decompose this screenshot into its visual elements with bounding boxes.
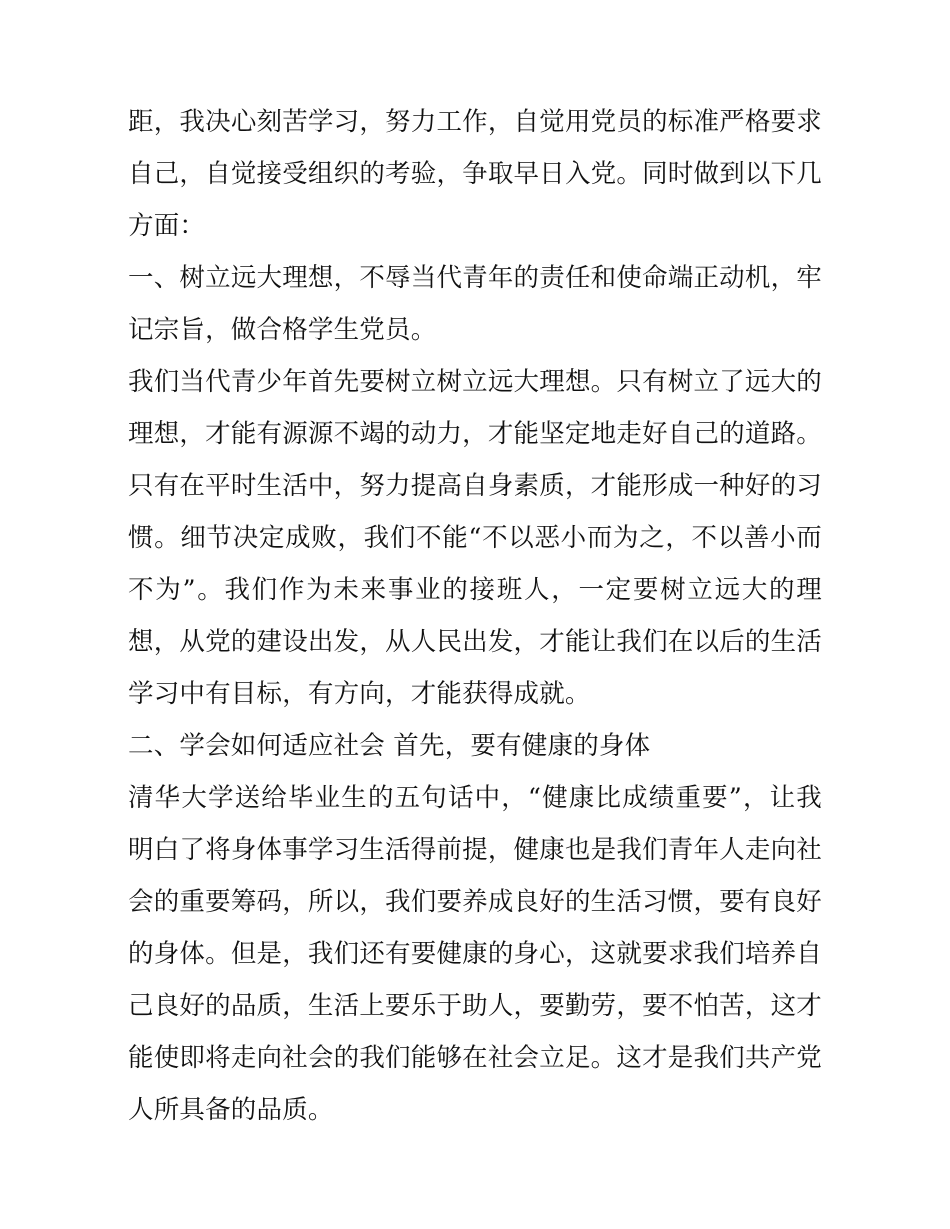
paragraph-4: 二、学会如何适应社会 首先，要有健康的身体 bbox=[128, 731, 651, 761]
document-body bbox=[128, 96, 822, 1136]
paragraph-1: 距，我决心刻苦学习，努力工作，自觉用党员的标准严格要求自己，自觉接受组织的考验，争取早日入党。同时做到以下几方面： bbox=[128, 107, 822, 241]
paragraph-5: 清华大学送给毕业生的五句话中，“健康比成绩重要”，让我明白了将身体事学习生活得前提，健康也是我们青年人走向社会的重要筹码，所以，我们要养成良好的生活习惯，要有良好的身体。但是，我们还有要健康的身心，这就要求我们培养自己良好的品质，生活上要乐于助人，要勤劳，要不怕苦，这才能使即将走向社会的我们能够在社会立足。这才是我们共产党人所具备的品质。 bbox=[128, 783, 822, 1125]
paragraph-2: 一、树立远大理想，不辱当代青年的责任和使命端正动机，牢记宗旨，做合格学生党员。 bbox=[128, 263, 822, 345]
paragraph-3: 我们当代青少年首先要树立树立远大理想。只有树立了远大的理想，才能有源源不竭的动力，才能坚定地走好自己的道路。只有在平时生活中，努力提高自身素质，才能形成一种好的习惯。细节决定成败，我们不能“不以恶小而为之，不以善小而不为”。我们作为未来事业的接班人，一定要树立远大的理想，从党的建设出发，从人民出发，才能让我们在以后的生活学习中有目标，有方向，才能获得成就。 bbox=[128, 367, 822, 709]
